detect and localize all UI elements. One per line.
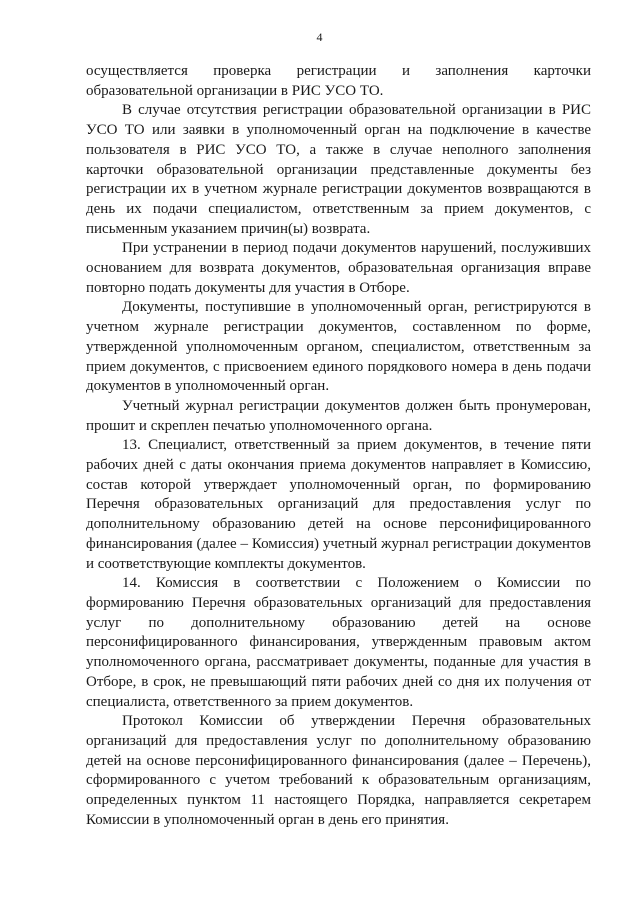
paragraph-item-14: 14. Комиссия в соответствии с Положением о Комиссии по формированию Перечня образовательных организаций для предоставления услуг по дополнительному образованию детей на основе персонифицированного финансирования, утвержденным правовым актом уполномоченного органа, рассматривает документы, поданные для участия в Отборе, в срок, не превышающий пяти рабочих дней со дня их получения от специалиста, ответственного за прием документов. — [86, 575, 591, 710]
document-body — [86, 62, 591, 830]
paragraph-journal-requirements: Учетный журнал регистрации документов должен быть пронумерован, прошит и скреплен печатью уполномоченного органа. — [86, 397, 591, 434]
paragraph-protocol: Протокол Комиссии об утверждении Перечня образовательных организаций для предоставления услуг по дополнительному образованию детей на основе персонифицированного финансирования (далее – Перечень), сформированного с учетом требований к образовательным организациям, определенных пунктом 11 настоящего Порядка, направляется секретарем Комиссии в уполномоченный орган в день его принятия. — [86, 713, 591, 828]
paragraph-continuation: осуществляется проверка регистрации и заполнения карточки образовательной организации в РИС УСО ТО. — [86, 63, 591, 99]
paragraph-document-registration: Документы, поступившие в уполномоченный орган, регистрируются в учетном журнале регистрации документов, составленном по форме, утвержденной уполномоченным органом, специалистом, ответственным за прием документов, с присвоением единого порядкового номера в день подачи документов в уполномоченный орган. — [86, 299, 591, 395]
paragraph-resubmission: При устранении в период подачи документов нарушений, послуживших основанием для возврата документов, образовательная организация вправе повторно подать документы для участия в Отборе. — [86, 240, 591, 296]
page-number: 4 — [316, 30, 323, 44]
paragraph-item-13: 13. Специалист, ответственный за прием документов, в течение пяти рабочих дней с даты окончания приема документов направляет в Комиссию, состав которой утверждает уполномоченный орган, по формированию Перечня образовательных организаций для предоставления услуг по дополнительному образованию детей на основе персонифицированного финансирования (далее – Комиссия) учетный журнал регистрации документов и соответствующие комплекты документов. — [86, 437, 591, 572]
paragraph-registration-absence: В случае отсутствия регистрации образовательной организации в РИС УСО ТО или заявки в уполномоченный орган на подключение в качестве пользователя в РИС УСО ТО, а также в случае неполного заполнения карточки образовательной организации представленные документы без регистрации их в учетном журнале регистрации документов возвращаются в день их подачи специалистом, ответственным за прием документов, с письменным указанием причин(ы) возврата. — [86, 102, 591, 237]
